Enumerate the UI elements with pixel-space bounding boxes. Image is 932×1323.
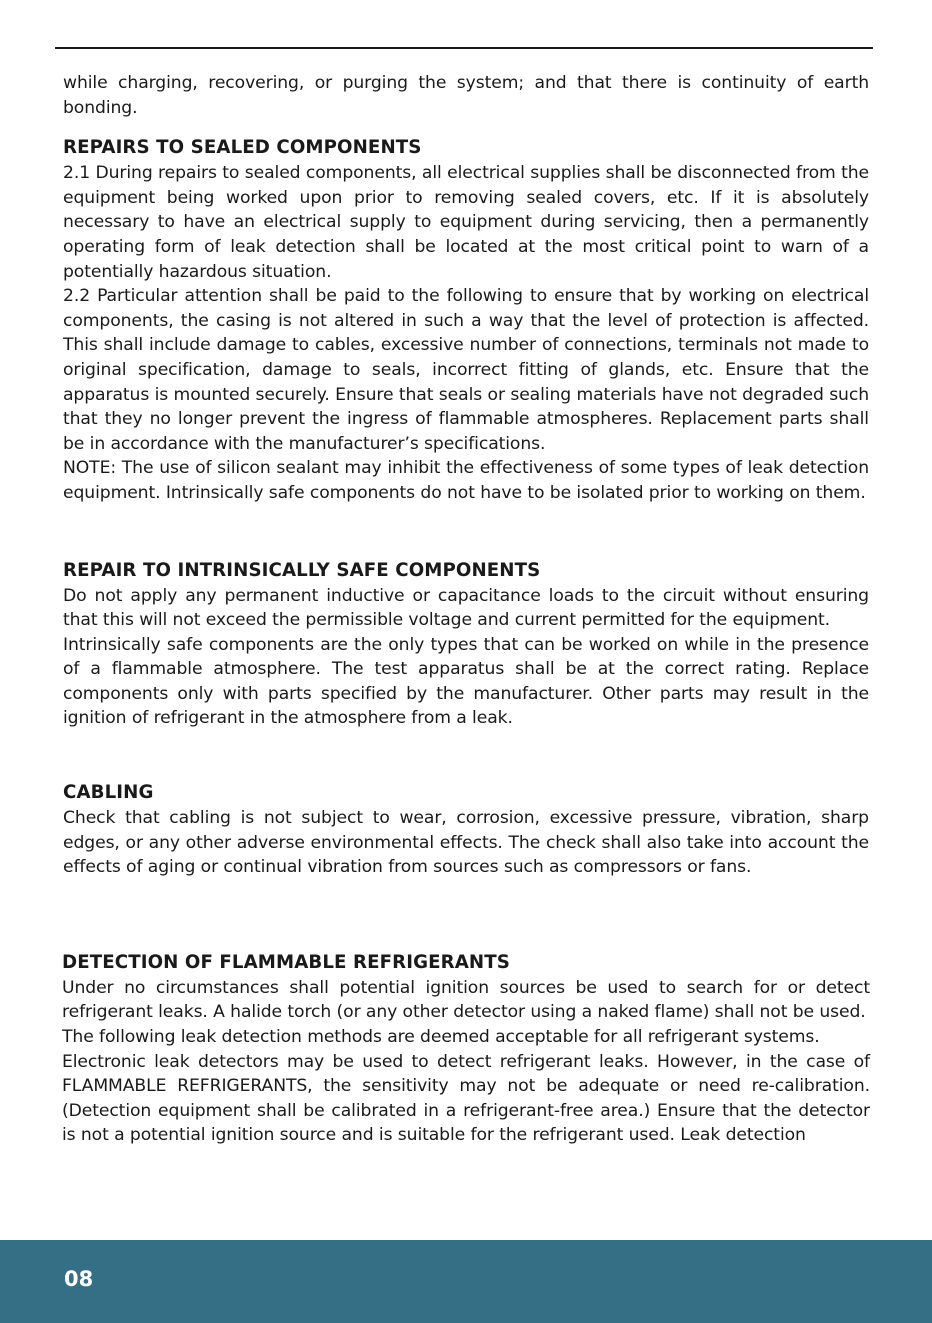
page-number: 08 (64, 1267, 94, 1291)
section-repair-to-intrinsically-safe-components (63, 559, 869, 732)
section-heading: REPAIR TO INTRINSICALLY SAFE COMPONENTS (63, 559, 541, 581)
paragraph: Check that cabling is not subject to wear, corrosion, excessive pressure, vibration, sharp edges, or any other adverse environmental effects. The check shall also take into account the effects of aging or continual vibration from sources such as compressors or fans. (63, 808, 869, 878)
section-repairs-to-sealed-components (63, 136, 869, 505)
section-cabling (63, 781, 869, 880)
paragraph: Electronic leak detectors may be used to detect refrigerant leaks. However, in the case of FLAMMABLE REFRIGERANTS, the sensitivity may not be adequate or need re-calibration. (Detection equipment shall be calibrated in a refrigerant-free area.) Ensure that the detector is not a potential ignition source and is suitable for the refrigerant used. Leak detection (62, 1051, 870, 1146)
paragraph: Under no circumstances shall potential ignition sources be used to search for or detect refrigerant leaks. A halide torch (or any other detector using a naked flame) shall not be used. (62, 977, 870, 1023)
page-content (63, 71, 869, 1148)
paragraph: Do not apply any permanent inductive or capacitance loads to the circuit without ensuring that this will not exceed the permissible voltage and current permitted for the equipment. (63, 585, 869, 631)
paragraph: The following leak detection methods are deemed acceptable for all refrigerant systems. (62, 1027, 820, 1048)
intro-paragraph: while charging, recovering, or purging the system; and that there is continuity of earth bonding. (63, 73, 869, 118)
paragraph: Intrinsically safe components are the only types that can be worked on while in the presence of a flammable atmosphere. The test apparatus shall be at the correct rating. Replace components only with parts specified by the manufacturer. Other parts may result in the ignition of refrigerant in the atmosphere from a leak. (63, 634, 869, 729)
note-paragraph: NOTE: The use of silicon sealant may inhibit the effectiveness of some types of leak detection equipment. Intrinsically safe components do not have to be isolated prior to working on them. (63, 458, 869, 503)
paragraph-2-2: 2.2 Particular attention shall be paid to the following to ensure that by working on electrical components, the casing is not altered in such a way that the level of protection is affected. This shall include damage to cables, excessive number of connections, terminals not made to original specification, damage to seals, incorrect fitting of glands, etc. Ensure that the apparatus is mounted securely. Ensure that seals or sealing materials have not degraded such that they no longer prevent the ingress of flammable atmospheres. Replacement parts shall be in accordance with the manufacturer’s specifications. (63, 286, 869, 454)
section-heading: REPAIRS TO SEALED COMPONENTS (63, 137, 422, 159)
paragraph-2-1: 2.1 During repairs to sealed components, all electrical supplies shall be disconnected from the equipment being worked upon prior to removing sealed covers, etc. If it is absolutely necessary to have an electrical supply to equipment during servicing, then a permanently operating form of leak detection shall be located at the most critical point to warn of a potentially hazardous situation. (63, 163, 869, 282)
top-divider (55, 47, 873, 49)
section-heading: CABLING (63, 782, 154, 804)
section-heading: DETECTION OF FLAMMABLE REFRIGERANTS (62, 951, 510, 973)
footer-bar (0, 1240, 932, 1323)
section-detection-of-flammable-refrigerants (62, 951, 869, 1148)
